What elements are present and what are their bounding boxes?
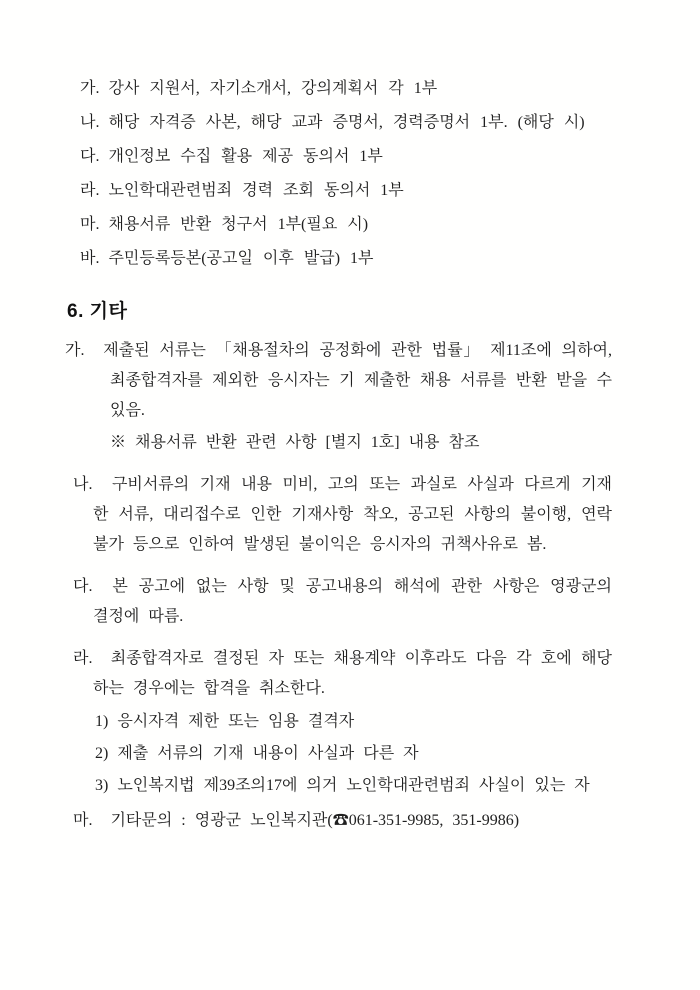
- item-text: 개인정보 수집 활용 제공 동의서 1부: [108, 148, 383, 165]
- attachment-item-ra: [80, 174, 612, 208]
- return-note: ※ 채용서류 반환 관련 사항 [별지 1호] 내용 참조: [110, 434, 480, 451]
- item-text: 강사 지원서, 자기소개서, 강의계획서 각 1부: [108, 80, 438, 97]
- item-marker: 가.: [65, 342, 85, 359]
- item-marker: 라.: [80, 182, 100, 199]
- item-text: 최종합격자로 결정된 자 또는 채용계약 이후라도 다음 각 호에 해당 하는 경우에는 합격을 취소한다.: [93, 650, 612, 697]
- contact-text: 기타문의 : 영광군 노인복지관(☎061-351-9985, 351-9986): [110, 812, 520, 829]
- item-marker: 가.: [80, 80, 100, 97]
- misc-item-ra: [73, 644, 612, 704]
- section-heading: 6. 기타: [67, 301, 128, 322]
- disqualification-item: 2) 제출 서류의 기재 내용이 사실과 다른 자: [95, 745, 419, 762]
- item-marker: 나.: [73, 476, 93, 493]
- item-marker: 나.: [80, 114, 100, 131]
- misc-item-na: [73, 470, 612, 560]
- attachment-list: [80, 72, 612, 276]
- attachment-item-ma: [80, 208, 612, 242]
- item-marker: 바.: [80, 250, 100, 267]
- item-marker: 다.: [80, 148, 100, 165]
- disqualification-item: 1) 응시자격 제한 또는 임용 결격자: [95, 713, 355, 730]
- item-marker: 다.: [73, 578, 93, 595]
- item-marker: 마.: [80, 216, 100, 233]
- item-text: 주민등록등본(공고일 이후 발급) 1부: [108, 250, 374, 267]
- attachment-item-na: [80, 106, 612, 140]
- item-text: 해당 자격증 사본, 해당 교과 증명서, 경력증명서 1부. (해당 시): [108, 114, 585, 131]
- attachment-item-ba: [80, 242, 612, 276]
- misc-item-da: [73, 572, 612, 632]
- item-marker: 라.: [73, 650, 93, 667]
- attachment-item-da: [80, 140, 612, 174]
- item-text: 제출된 서류는 「채용절차의 공정화에 관한 법률」 제11조에 의하여, 최종합격자를 제외한 응시자는 기 제출한 채용 서류를 반환 받을 수 있음.: [103, 342, 612, 419]
- misc-item-ga: [65, 336, 612, 426]
- disqualification-item: 3) 노인복지법 제39조의17에 의거 노인학대관련범죄 사실이 있는 자: [95, 777, 590, 794]
- attachment-item-ga: [80, 72, 612, 106]
- item-text: 구비서류의 기재 내용 미비, 고의 또는 과실로 사실과 다르게 기재 한 서류, 대리접수로 인한 기재사항 착오, 공고된 사항의 불이행, 연락불가 등으로 인하여 발생된 불이익은 응시자의 귀책사유로 봄.: [93, 476, 612, 553]
- item-marker: 마.: [73, 812, 93, 829]
- disqualification-list: [95, 706, 612, 802]
- item-text: 노인학대관련범죄 경력 조회 동의서 1부: [108, 182, 404, 199]
- misc-item-ma-contact: [73, 806, 612, 836]
- item-text: 본 공고에 없는 사항 및 공고내용의 해석에 관한 사항은 영광군의 결정에 따름.: [93, 578, 613, 625]
- item-text: 채용서류 반환 청구서 1부(필요 시): [108, 216, 369, 233]
